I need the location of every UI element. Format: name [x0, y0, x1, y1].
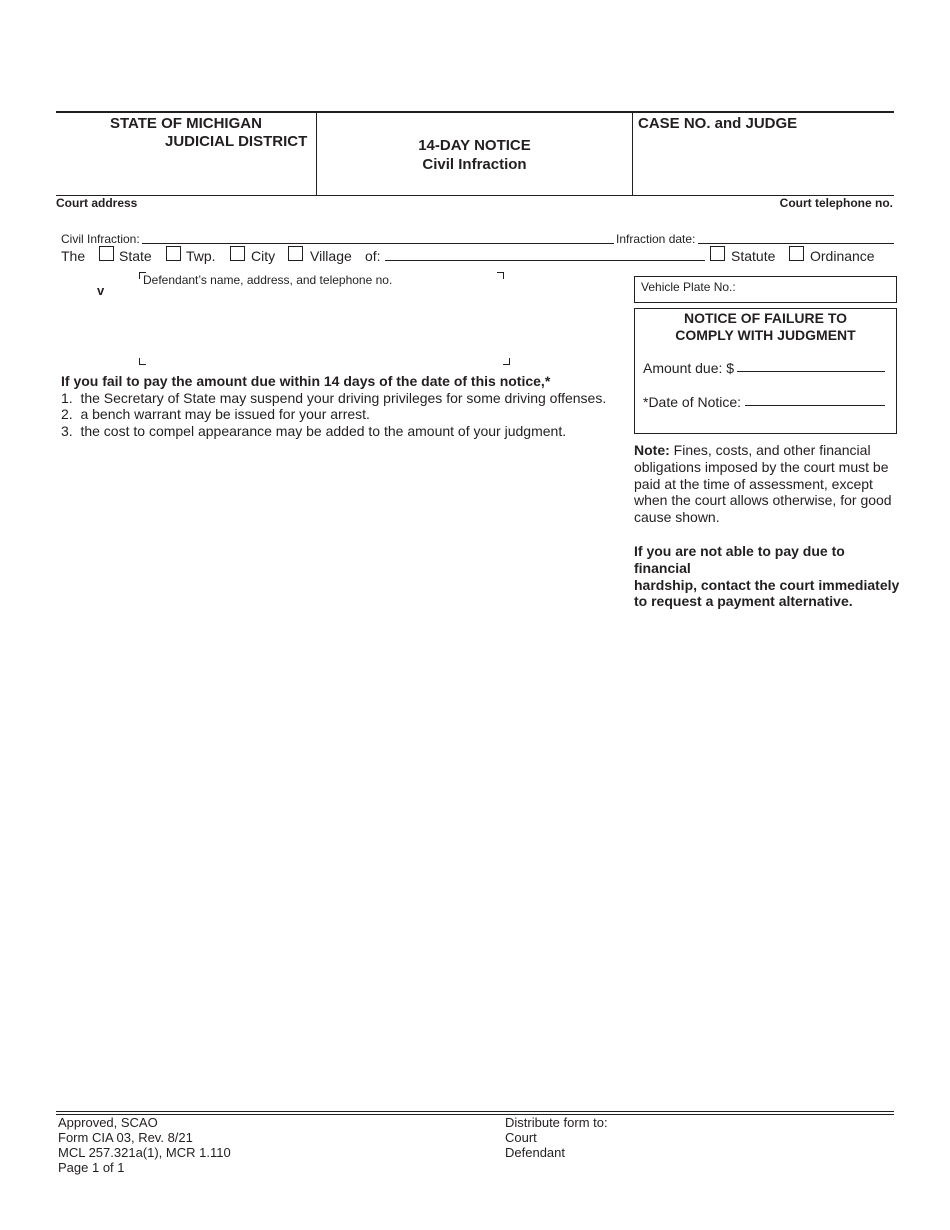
footer-right — [505, 1115, 608, 1160]
date-of-notice-label: *Date of Notice: — [643, 394, 742, 410]
header-top-rule — [56, 111, 894, 113]
civil-infraction-field[interactable] — [142, 243, 614, 244]
municipality-field[interactable] — [385, 260, 705, 261]
header-divider-left — [316, 112, 317, 196]
header-bottom-rule — [56, 195, 894, 196]
of-label: of: — [365, 248, 381, 264]
form-subtitle: Civil Infraction — [422, 156, 527, 173]
the-label: The — [61, 248, 86, 264]
amount-due-label: Amount due: $ — [643, 360, 735, 376]
notice-title-line1: NOTICE OF FAILURE TO — [683, 310, 848, 326]
state-checkbox[interactable] — [99, 246, 114, 261]
warning-item-1: 1. the Secretary of State may suspend your driving privileges for some driving offenses. — [61, 390, 607, 406]
note-line-1: Note: Fines, costs, and other financial — [634, 442, 871, 458]
footer-form-number: Form CIA 03, Rev. 8/21 — [58, 1130, 193, 1145]
address-corner-top-right — [497, 272, 504, 279]
note-line-3: paid at the time of assessment, except — [634, 475, 873, 492]
hardship-line-2: hardship, contact the court immediately — [634, 576, 900, 593]
note-paragraph — [634, 442, 899, 526]
city-checkbox[interactable] — [230, 246, 245, 261]
form-title: 14-DAY NOTICE — [418, 137, 531, 154]
address-corner-bottom-left — [139, 358, 146, 365]
state-heading: STATE OF MICHIGAN — [110, 115, 262, 132]
hardship-line-3: to request a payment alternative. — [634, 593, 853, 610]
village-option-label: Village — [310, 248, 352, 264]
statute-label: Statute — [731, 248, 776, 264]
ordinance-checkbox[interactable] — [789, 246, 804, 261]
court-address-label: Court address — [56, 196, 138, 210]
footer-rule-top — [56, 1111, 894, 1112]
date-of-notice-field[interactable] — [745, 405, 885, 406]
versus-label: v — [97, 283, 105, 298]
footer-distribute-label: Distribute form to: — [505, 1115, 608, 1130]
note-line-4: when the court allows otherwise, for good — [634, 492, 892, 509]
warning-item-2: 2. a bench warrant may be issued for your arrest. — [61, 406, 370, 422]
notice-title-line2: COMPLY WITH JUDGMENT — [675, 327, 856, 343]
note-line-2: obligations imposed by the court must be — [634, 458, 889, 475]
footer-approved: Approved, SCAO — [58, 1115, 158, 1130]
footer-distribute-court: Court — [505, 1130, 537, 1145]
city-option-label: City — [251, 248, 276, 264]
note-line-5: cause shown. — [634, 509, 720, 526]
defendant-name-label: Defendant’s name, address, and telephone no. — [143, 273, 393, 287]
header-divider-right — [632, 112, 633, 196]
amount-due-field[interactable] — [737, 371, 885, 372]
warning-item-3: 3. the cost to compel appearance may be added to the amount of your judgment. — [61, 423, 567, 439]
footer-left — [58, 1115, 231, 1175]
state-option-label: State — [119, 248, 152, 264]
ordinance-label: Ordinance — [810, 248, 875, 264]
infraction-date-label: Infraction date: — [616, 232, 696, 246]
defendant-address-field[interactable] — [143, 290, 501, 356]
statute-checkbox[interactable] — [710, 246, 725, 261]
footer-distribute-defendant: Defendant — [505, 1145, 565, 1160]
district-heading: JUDICIAL DISTRICT — [165, 133, 308, 150]
vehicle-plate-label: Vehicle Plate No.: — [641, 280, 736, 294]
twp-checkbox[interactable] — [166, 246, 181, 261]
footer-page-number: Page 1 of 1 — [58, 1160, 125, 1175]
address-corner-bottom-right — [503, 358, 510, 365]
village-checkbox[interactable] — [288, 246, 303, 261]
case-judge-label: CASE NO. and JUDGE — [638, 115, 798, 132]
twp-option-label: Twp. — [186, 248, 216, 264]
footer-statute-ref: MCL 257.321a(1), MCR 1.110 — [58, 1145, 231, 1160]
hardship-paragraph — [634, 543, 904, 610]
hardship-line-1: If you are not able to pay due to financial — [634, 543, 845, 576]
court-telephone-label: Court telephone no. — [779, 196, 893, 210]
civil-infraction-label: Civil Infraction: — [61, 232, 140, 246]
note-label: Note: — [634, 442, 670, 458]
infraction-date-field[interactable] — [698, 243, 894, 244]
warning-heading: If you fail to pay the amount due within 14 days of the date of this notice,* — [61, 373, 551, 389]
